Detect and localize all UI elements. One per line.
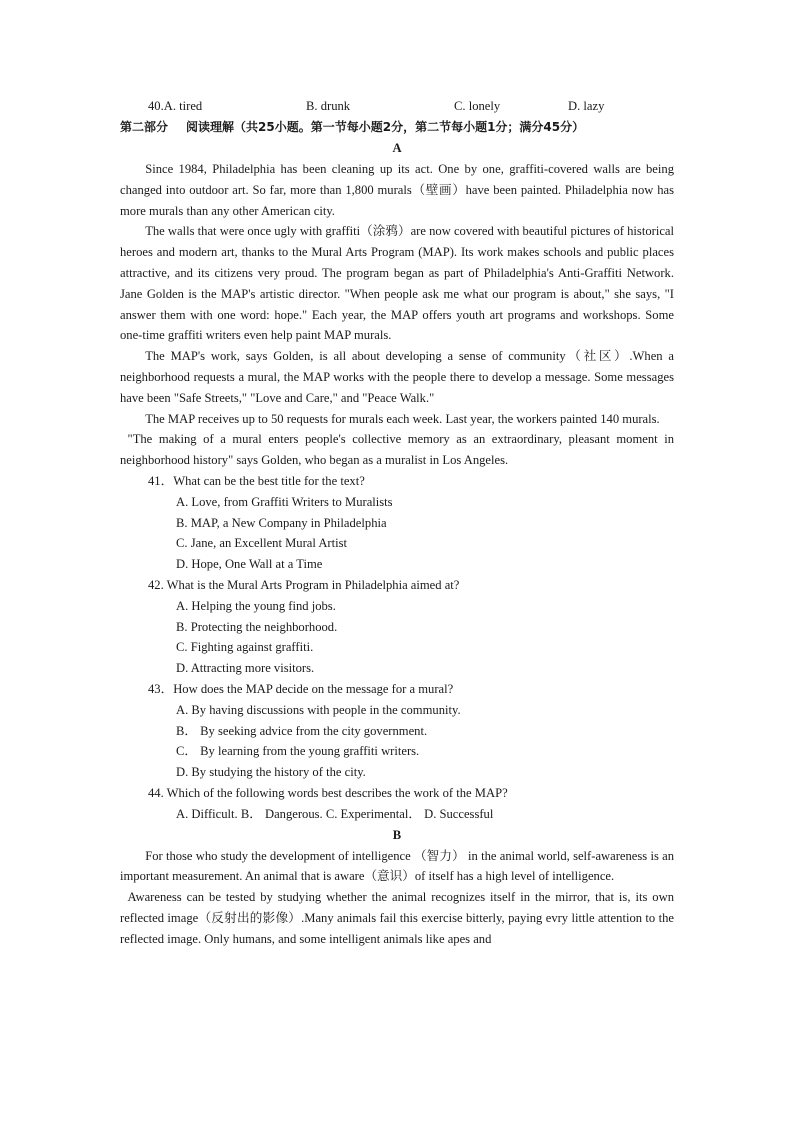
part-label: 第二部分 bbox=[120, 120, 169, 134]
question-option: C. Jane, an Excellent Mural Artist bbox=[176, 536, 348, 551]
question-option: B. MAP, a New Company in Philadelphia bbox=[176, 515, 387, 530]
question-43 bbox=[120, 679, 674, 783]
question-option: A. Love, from Graffiti Writers to Muralists bbox=[176, 494, 393, 509]
passage-b-letter: B bbox=[392, 827, 402, 842]
question-44 bbox=[120, 783, 674, 825]
option-d: D. lazy bbox=[568, 99, 605, 113]
passage-a-paragraph-5: "The making of a mural enters people's collective memory as an extraordinary, pleasant moment in neighborhood history" says Golden, who began as a muralist in Los Angeles. bbox=[120, 432, 674, 468]
passage-a-paragraph-3: The MAP's work, says Golden, is all about developing a sense of community（社区）.When a neighborhood requests a mural, the MAP works with the people there to develop a message. Some messages have been "Safe Streets," "Love and Care," and "Peace Walk." bbox=[120, 349, 674, 405]
part-title: 阅读理解（共25小题。第一节每小题2分，第二节每小题1分；满分45分） bbox=[186, 120, 585, 134]
question-stem: 42. What is the Mural Arts Program in Philadelphia aimed at? bbox=[148, 577, 460, 592]
question-option: A. By having discussions with people in the community. bbox=[176, 702, 461, 717]
question-stem: 41．What can be the best title for the text? bbox=[148, 473, 365, 488]
question-option: B． By seeking advice from the city government. bbox=[176, 723, 428, 738]
option-b: B. drunk bbox=[306, 99, 351, 113]
question-option: D. Hope, One Wall at a Time bbox=[176, 557, 323, 572]
passage-a-paragraph-1: Since 1984, Philadelphia has been cleaning up its act. One by one, graffiti-covered walls are being changed into outdoor art. So far, more than 1,800 murals（壁画）have been painted. Philadelphia now has more murals than any other American city. bbox=[120, 162, 674, 218]
question-42 bbox=[120, 575, 674, 679]
question-stem: 44. Which of the following words best describes the work of the MAP? bbox=[148, 785, 508, 800]
question-41 bbox=[120, 471, 674, 575]
passage-a-paragraph-4: The MAP receives up to 50 requests for murals each week. Last year, the workers painted 140 murals. bbox=[145, 411, 660, 426]
option-c: C. lonely bbox=[454, 99, 501, 113]
question-option: D. Attracting more visitors. bbox=[176, 661, 315, 676]
question-option: C． By learning from the young graffiti writers. bbox=[176, 744, 420, 759]
passage-b-paragraph-2: Awareness can be tested by studying whether the animal recognizes itself in the mirror, that is, its own reflected image（反射出的影像）.Many animals fail this exercise bitterly, paying evry little attention to the reflected image. Only humans, and some intelligent animals like apes and bbox=[120, 890, 674, 946]
question-40-options bbox=[120, 96, 674, 117]
question-option: C. Fighting against graffiti. bbox=[176, 640, 314, 655]
question-option: A. Helping the young find jobs. bbox=[176, 598, 336, 613]
passage-a-letter: A bbox=[392, 141, 402, 155]
passage-a-paragraph-2: The walls that were once ugly with graffiti（涂鸦）are now covered with beautiful pictures of historical heroes and modern art, thanks to the Mural Arts Program (MAP). Its work makes schools and public places attractive, and its citizens very proud. The program began as part of Philadelphia's Anti-Graffiti Network. Jane Golden is the MAP's artistic director. "When people ask me what our program is about," she says, "I answer them with one word: hope." Each year, the MAP offers youth art programs and workshops. Some one-time graffiti writers even help paint MAP murals. bbox=[120, 224, 674, 343]
part-two-heading bbox=[120, 117, 674, 138]
question-stem: 43．How does the MAP decide on the message for a mural? bbox=[148, 681, 454, 696]
question-option: A. Difficult. B． Dangerous. C. Experimental． D. Successful bbox=[176, 806, 494, 821]
exam-page bbox=[120, 96, 674, 949]
question-option: D. By studying the history of the city. bbox=[176, 765, 366, 780]
passage-b-paragraph-1: For those who study the development of intelligence （智力） in the animal world, self-awareness is an important measurement. An animal that is aware（意识）of itself has a high level of intelligence. bbox=[120, 848, 674, 884]
option-a: 40.A. tired bbox=[148, 99, 203, 113]
question-option: B. Protecting the neighborhood. bbox=[176, 619, 338, 634]
